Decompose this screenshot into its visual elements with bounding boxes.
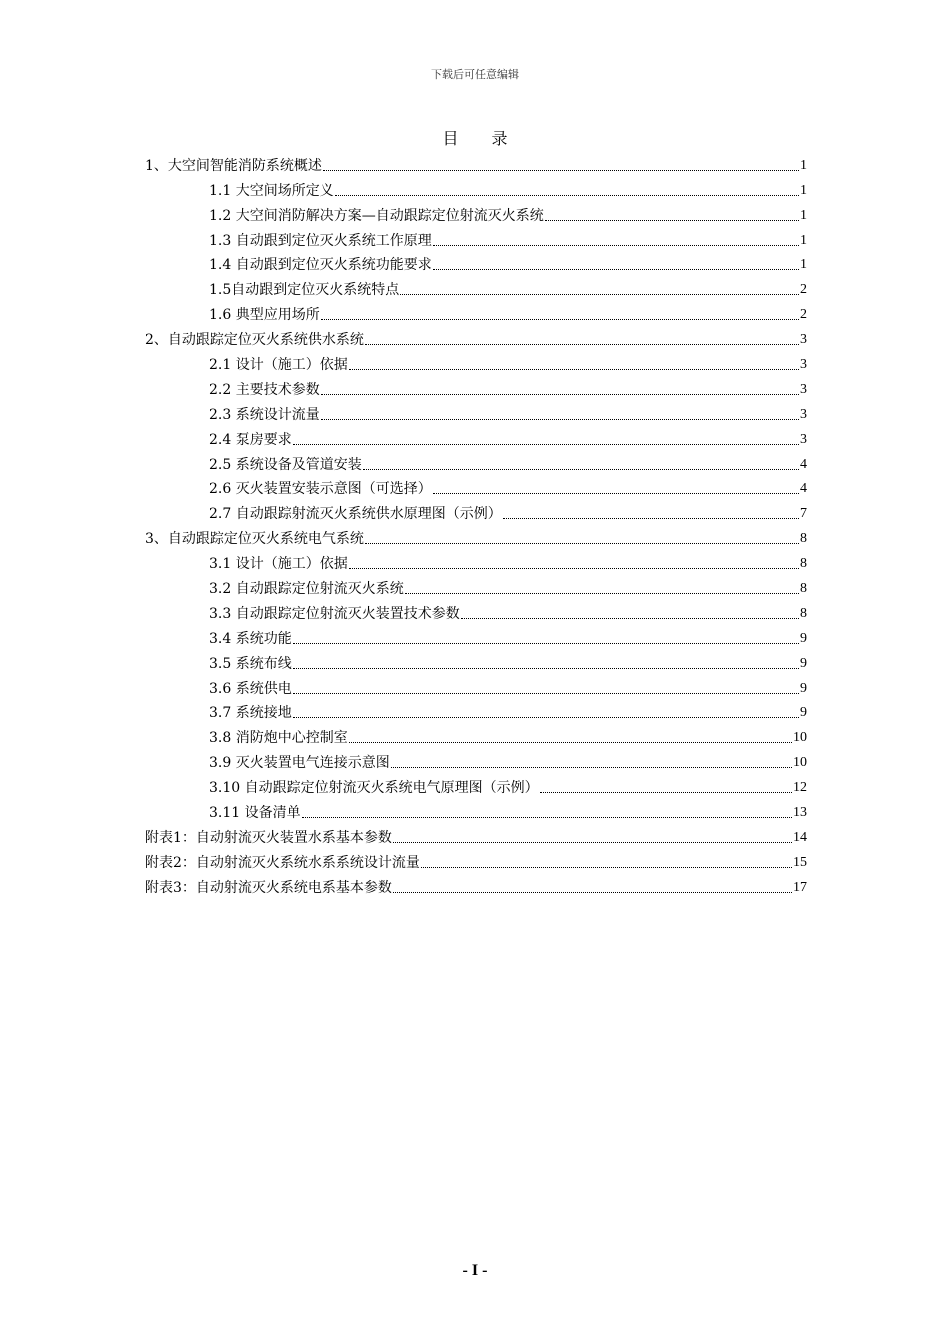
toc-entry[interactable] [145, 872, 807, 897]
toc-entry[interactable] [145, 573, 807, 598]
toc-entry[interactable] [145, 548, 807, 573]
toc-dot-leader [363, 469, 799, 470]
toc-entry[interactable] [145, 250, 807, 275]
toc-entry[interactable] [145, 349, 807, 374]
toc-entry-title: 1、大空间智能消防系统概述 [145, 157, 322, 174]
toc-entry[interactable] [145, 598, 807, 623]
toc-entry-title: 3.7 系统接地 [209, 705, 292, 722]
toc-entry[interactable] [145, 747, 807, 772]
toc-entry-page: 12 [793, 780, 807, 796]
toc-dot-leader [433, 493, 799, 494]
toc-entry-title: 1.4 自动跟到定位灭火系统功能要求 [209, 257, 432, 274]
toc-entry-title: 2.6 灭火装置安装示意图（可选择） [209, 481, 432, 498]
toc-entry-page: 14 [793, 829, 807, 845]
toc-entry-page: 9 [800, 705, 807, 721]
toc-entry[interactable] [145, 399, 807, 424]
toc-entry[interactable] [145, 523, 807, 548]
toc-dot-leader [421, 867, 792, 868]
toc-entry-page: 1 [800, 232, 807, 248]
toc-entry[interactable] [145, 623, 807, 648]
toc-dot-leader [293, 668, 799, 669]
toc-entry-title: 2.1 设计（施工）依据 [209, 357, 348, 374]
toc-entry-title: 3.3 自动跟踪定位射流灭火装置技术参数 [209, 605, 460, 622]
toc-entry-title: 3.4 系统功能 [209, 630, 292, 647]
toc-entry-title: 2.2 主要技术参数 [209, 381, 320, 398]
toc-entry-title: 附表3：自动射流灭火系统电系基本参数 [145, 879, 392, 896]
toc-dot-leader [393, 842, 792, 843]
toc-entry[interactable] [145, 324, 807, 349]
toc-entry[interactable] [145, 225, 807, 250]
toc-entry[interactable] [145, 673, 807, 698]
toc-dot-leader [433, 269, 799, 270]
toc-entry[interactable] [145, 449, 807, 474]
header-note: 下载后可任意编辑 [431, 68, 519, 81]
toc-entry[interactable] [145, 474, 807, 499]
toc-entry-title: 3.6 系统供电 [209, 680, 292, 697]
toc-entry-title: 3.1 设计（施工）依据 [209, 556, 348, 573]
table-of-contents [145, 150, 807, 897]
toc-entry-title: 2.7 自动跟踪射流灭火系统供水原理图（示例） [209, 506, 502, 523]
toc-dot-leader [302, 817, 792, 818]
toc-entry[interactable] [145, 772, 807, 797]
toc-entry-page: 9 [800, 655, 807, 671]
toc-dot-leader [293, 643, 799, 644]
toc-entry-title: 3、自动跟踪定位灭火系统电气系统 [145, 531, 364, 548]
toc-entry-page: 3 [800, 332, 807, 348]
toc-entry-title: 附表2：自动射流灭火系统水系系统设计流量 [145, 854, 420, 871]
toc-dot-leader [321, 419, 799, 420]
toc-entry-page: 3 [800, 357, 807, 373]
toc-entry[interactable] [145, 150, 807, 175]
toc-entry-page: 2 [800, 282, 807, 298]
toc-entry[interactable] [145, 722, 807, 747]
toc-dot-leader [540, 792, 792, 793]
toc-entry[interactable] [145, 200, 807, 225]
toc-entry-title: 3.11 设备清单 [209, 805, 301, 822]
toc-entry-page: 15 [793, 854, 807, 870]
toc-dot-leader [293, 693, 799, 694]
toc-entry-title: 附表1：自动射流灭火装置水系基本参数 [145, 829, 392, 846]
toc-entry-title: 1.6 典型应用场所 [209, 307, 320, 324]
toc-entry-page: 17 [793, 879, 807, 895]
toc-dot-leader [321, 319, 799, 320]
toc-dot-leader [391, 767, 792, 768]
toc-entry-page: 3 [800, 406, 807, 422]
toc-dot-leader [433, 245, 799, 246]
toc-entry-page: 8 [800, 556, 807, 572]
toc-dot-leader [461, 618, 799, 619]
toc-dot-leader [293, 717, 799, 718]
toc-dot-leader [323, 170, 799, 171]
toc-entry-title: 1.5自动跟到定位灭火系统特点 [209, 282, 400, 299]
toc-entry-page: 8 [800, 581, 807, 597]
toc-entry[interactable] [145, 299, 807, 324]
toc-entry-title: 2.3 系统设计流量 [209, 406, 320, 423]
toc-entry-page: 7 [800, 506, 807, 522]
toc-entry-page: 13 [793, 805, 807, 821]
toc-entry-page: 9 [800, 630, 807, 646]
toc-entry-title: 2、自动跟踪定位灭火系统供水系统 [145, 332, 364, 349]
toc-title: 目 录 [442, 129, 522, 148]
toc-dot-leader [335, 195, 799, 196]
toc-entry-title: 2.5 系统设备及管道安装 [209, 456, 362, 473]
toc-dot-leader [400, 294, 799, 295]
toc-entry-page: 1 [800, 257, 807, 273]
toc-dot-leader [545, 220, 799, 221]
toc-entry[interactable] [145, 274, 807, 299]
toc-entry-page: 10 [793, 730, 807, 746]
toc-entry[interactable] [145, 698, 807, 723]
toc-entry[interactable] [145, 374, 807, 399]
toc-entry-page: 2 [800, 307, 807, 323]
toc-entry[interactable] [145, 847, 807, 872]
toc-entry[interactable] [145, 175, 807, 200]
toc-entry-title: 3.9 灭火装置电气连接示意图 [209, 755, 390, 772]
toc-entry-title: 3.5 系统布线 [209, 655, 292, 672]
toc-entry-title: 3.10 自动跟踪定位射流灭火系统电气原理图（示例） [209, 780, 539, 797]
toc-dot-leader [293, 444, 799, 445]
toc-entry-page: 8 [800, 531, 807, 547]
toc-dot-leader [349, 568, 799, 569]
toc-entry-page: 1 [800, 207, 807, 223]
toc-dot-leader [503, 518, 799, 519]
toc-entry-page: 1 [800, 182, 807, 198]
page-number: - I - [462, 1262, 488, 1279]
toc-entry-page: 4 [800, 481, 807, 497]
toc-entry[interactable] [145, 498, 807, 523]
toc-entry-title: 3.2 自动跟踪定位射流灭火系统 [209, 581, 404, 598]
toc-dot-leader [365, 344, 799, 345]
toc-entry-page: 4 [800, 456, 807, 472]
toc-entry-title: 1.1 大空间场所定义 [209, 182, 334, 199]
toc-entry-page: 1 [800, 157, 807, 173]
toc-entry[interactable] [145, 648, 807, 673]
toc-entry-page: 3 [800, 431, 807, 447]
toc-entry-page: 10 [793, 755, 807, 771]
toc-dot-leader [393, 892, 792, 893]
toc-entry-title: 3.8 消防炮中心控制室 [209, 730, 348, 747]
toc-entry-title: 1.2 大空间消防解决方案—自动跟踪定位射流灭火系统 [209, 207, 544, 224]
toc-entry-title: 1.3 自动跟到定位灭火系统工作原理 [209, 232, 432, 249]
toc-dot-leader [365, 543, 799, 544]
toc-entry-title: 2.4 泵房要求 [209, 431, 292, 448]
toc-dot-leader [405, 593, 799, 594]
toc-entry-page: 3 [800, 381, 807, 397]
toc-dot-leader [321, 394, 799, 395]
toc-entry[interactable] [145, 822, 807, 847]
toc-entry-page: 8 [800, 605, 807, 621]
toc-entry-page: 9 [800, 680, 807, 696]
toc-dot-leader [349, 742, 792, 743]
toc-dot-leader [349, 369, 799, 370]
toc-entry[interactable] [145, 797, 807, 822]
toc-entry[interactable] [145, 424, 807, 449]
